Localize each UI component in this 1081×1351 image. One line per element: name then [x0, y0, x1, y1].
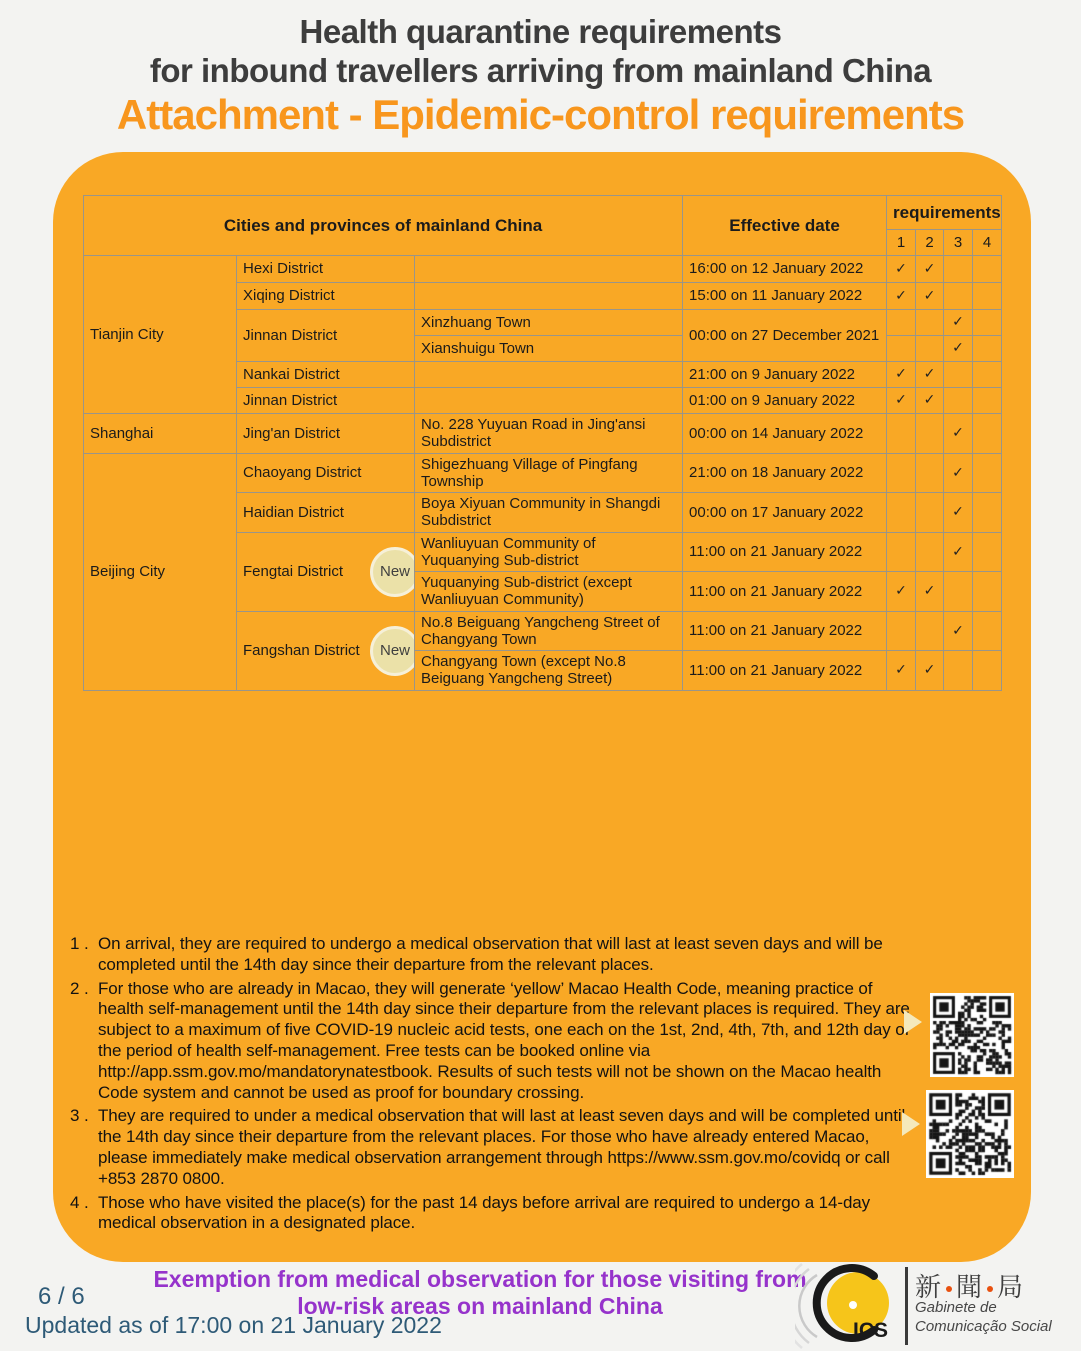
footnote-text: For those who are already in Macao, they will generate ‘yellow’ Macao Health Code, meaning practice of health self-management until the 14th day since their departure from the relevant places is required. They are subject to a maximum of five COVID-19 nucleic acid tests, one each on the 1st, 2nd, 4th, 7th, and 12th day of the period of health self-management. Free tests can be booked online via http://app.ssm.gov.mo/mandatorynatestbook. Results of such tests will not be shown on the Macao health Code system and cannot be used as proof for boundary crossing. — [98, 978, 910, 1102]
area-cell — [415, 256, 683, 283]
req3-check — [944, 362, 973, 388]
footnote-4 — [70, 1193, 913, 1235]
dot-icon — [946, 1286, 952, 1292]
svg-text:ICS: ICS — [853, 1319, 889, 1342]
footnote-number: 1 . — [70, 934, 89, 953]
req3-check: ✓ — [944, 336, 973, 362]
req1-check: ✓ — [887, 388, 916, 414]
table-row — [84, 453, 1002, 493]
req1-check: ✓ — [887, 362, 916, 388]
footnote-number: 2 . — [70, 978, 89, 998]
footnotes — [70, 934, 913, 1237]
city-cell: Beijing City — [84, 453, 237, 690]
new-badge: New — [370, 626, 415, 676]
req4-check — [973, 283, 1002, 310]
page-title-line1: Health quarantine requirements — [299, 13, 782, 50]
table-row — [84, 414, 1002, 454]
area-cell: Yuquanying Sub-district (except Wanliuyuan Community) — [415, 572, 683, 612]
area-cell — [415, 283, 683, 310]
req1-check — [887, 493, 916, 533]
req1-check — [887, 310, 916, 336]
district-cell: Jinnan District — [237, 310, 415, 362]
col-header-effective-date: Effective date — [683, 196, 887, 256]
arrow-right-icon — [904, 1010, 922, 1034]
date-cell: 11:00 on 21 January 2022 — [683, 572, 887, 612]
header — [0, 12, 1081, 140]
req3-check: ✓ — [944, 493, 973, 533]
req4-check — [973, 532, 1002, 572]
req1-check — [887, 532, 916, 572]
req4-check — [973, 310, 1002, 336]
req-col-3: 3 — [944, 230, 973, 256]
area-cell: Changyang Town (except No.8 Beiguang Yangcheng Street) — [415, 651, 683, 691]
req-col-4: 4 — [973, 230, 1002, 256]
district-label: Fangshan District — [243, 641, 360, 659]
date-cell: 21:00 on 18 January 2022 — [683, 453, 887, 493]
req4-check — [973, 493, 1002, 533]
req3-check: ✓ — [944, 453, 973, 493]
gcs-logo — [795, 1263, 1075, 1349]
area-cell — [415, 362, 683, 388]
new-badge: New — [370, 547, 415, 597]
page-subtitle: Attachment - Epidemic-control requirements — [116, 91, 965, 138]
logo-pt-line2: Comunicação Social — [915, 1318, 1052, 1335]
date-cell: 11:00 on 21 January 2022 — [683, 532, 887, 572]
req2-check — [916, 493, 944, 533]
district-cell: Nankai District — [237, 362, 415, 388]
city-cell: Tianjin City — [84, 256, 237, 414]
date-cell: 21:00 on 9 January 2022 — [683, 362, 887, 388]
cjk-char: 局 — [997, 1272, 1025, 1302]
footnote-number: 3 . — [70, 1106, 89, 1126]
req2-check — [916, 532, 944, 572]
district-cell: Xiqing District — [237, 283, 415, 310]
requirements-table — [83, 195, 1002, 691]
req1-check: ✓ — [887, 651, 916, 691]
city-cell: Shanghai — [84, 414, 237, 454]
req2-check: ✓ — [916, 572, 944, 612]
qr-code-icon — [926, 1090, 1014, 1178]
date-cell: 00:00 on 17 January 2022 — [683, 493, 887, 533]
req1-check: ✓ — [887, 572, 916, 612]
req4-check — [973, 611, 1002, 651]
req3-check — [944, 256, 973, 283]
area-cell: No.8 Beiguang Yangcheng Street of Changyang Town — [415, 611, 683, 651]
req4-check — [973, 572, 1002, 612]
req1-check — [887, 414, 916, 454]
req2-check: ✓ — [916, 283, 944, 310]
req2-check: ✓ — [916, 256, 944, 283]
req2-check: ✓ — [916, 362, 944, 388]
footnote-1 — [70, 934, 913, 976]
req4-check — [973, 388, 1002, 414]
date-cell: 01:00 on 9 January 2022 — [683, 388, 887, 414]
exemption-note — [80, 1266, 880, 1320]
area-cell: Wanliuyuan Community of Yuquanying Sub-district — [415, 532, 683, 572]
date-cell: 00:00 on 14 January 2022 — [683, 414, 887, 454]
req1-check — [887, 453, 916, 493]
content-card — [53, 152, 1031, 1262]
req2-check: ✓ — [916, 388, 944, 414]
page-title-line2: for inbound travellers arriving from mainland China — [149, 52, 932, 89]
req3-check — [944, 388, 973, 414]
district-cell: Jinnan District — [237, 388, 415, 414]
district-cell: Jing'an District — [237, 414, 415, 454]
arrow-right-icon — [902, 1112, 920, 1136]
req3-check: ✓ — [944, 611, 973, 651]
footnote-3 — [70, 1106, 913, 1189]
footnote-text: Those who have visited the place(s) for the past 14 days before arrival are required to undergo a 14-day medical observation in a designated place. — [98, 1192, 871, 1233]
req3-check — [944, 572, 973, 612]
cjk-char: 新 — [915, 1272, 943, 1302]
req4-check — [973, 414, 1002, 454]
req3-check: ✓ — [944, 310, 973, 336]
footnote-text: They are required to under a medical observation that will last at least seven days and will be completed until the 14th day since their departure from the relevant places. For those who have already entered Macao, please immediately make medical observation arrangement through https://www.ssm.gov.mo/covidq or call +853 2870 0800. — [98, 1106, 906, 1188]
cjk-char: 聞 — [956, 1272, 984, 1302]
req4-check — [973, 336, 1002, 362]
dot-icon — [987, 1286, 993, 1292]
req2-check — [916, 611, 944, 651]
req3-check: ✓ — [944, 532, 973, 572]
district-cell: Chaoyang District — [237, 453, 415, 493]
col-header-requirements: requirements — [887, 196, 1002, 230]
footnote-number: 4 . — [70, 1192, 89, 1212]
logo-pt-line1: Gabinete de — [915, 1299, 997, 1316]
req1-check — [887, 336, 916, 362]
area-cell: No. 228 Yuyuan Road in Jing'ansi Subdistrict — [415, 414, 683, 454]
exemption-note-line1: Exemption from medical observation for those visiting from — [153, 1266, 807, 1292]
area-cell: Xianshuigu Town — [415, 336, 683, 362]
req2-check — [916, 453, 944, 493]
req2-check — [916, 310, 944, 336]
req2-check — [916, 336, 944, 362]
date-cell: 11:00 on 21 January 2022 — [683, 611, 887, 651]
req1-check: ✓ — [887, 283, 916, 310]
req-col-2: 2 — [916, 230, 944, 256]
date-cell: 11:00 on 21 January 2022 — [683, 651, 887, 691]
table-row — [84, 256, 1002, 283]
district-cell — [237, 532, 415, 611]
area-cell: Boya Xiyuan Community in Shangdi Subdistrict — [415, 493, 683, 533]
updated-timestamp: Updated as of 17:00 on 21 January 2022 — [25, 1312, 442, 1338]
req3-check — [944, 651, 973, 691]
req4-check — [973, 256, 1002, 283]
page-number: 6 / 6 — [38, 1283, 85, 1310]
area-cell — [415, 388, 683, 414]
district-cell — [237, 611, 415, 690]
req-col-1: 1 — [887, 230, 916, 256]
district-cell: Hexi District — [237, 256, 415, 283]
footnote-2 — [70, 979, 913, 1104]
req3-check — [944, 283, 973, 310]
district-label: Fengtai District — [243, 562, 344, 580]
req2-check — [916, 414, 944, 454]
req2-check: ✓ — [916, 651, 944, 691]
area-cell: Shigezhuang Village of Pingfang Township — [415, 453, 683, 493]
gcs-logo-mark — [795, 1263, 910, 1349]
req1-check: ✓ — [887, 256, 916, 283]
footnote-text: On arrival, they are required to undergo a medical observation that will last at least seven days and will be completed until the 14th day since their departure from the relevant places. — [98, 934, 883, 974]
req4-check — [973, 651, 1002, 691]
req4-check — [973, 362, 1002, 388]
exemption-note-line2: low-risk areas on mainland China — [297, 1293, 663, 1319]
date-cell: 16:00 on 12 January 2022 — [683, 256, 887, 283]
qr-code-icon — [930, 993, 1014, 1077]
col-header-cities: Cities and provinces of mainland China — [84, 196, 683, 256]
req4-check — [973, 453, 1002, 493]
date-cell: 15:00 on 11 January 2022 — [683, 283, 887, 310]
district-cell: Haidian District — [237, 493, 415, 533]
req3-check: ✓ — [944, 414, 973, 454]
area-cell: Xinzhuang Town — [415, 310, 683, 336]
date-cell: 00:00 on 27 December 2021 — [683, 310, 887, 362]
req1-check — [887, 611, 916, 651]
